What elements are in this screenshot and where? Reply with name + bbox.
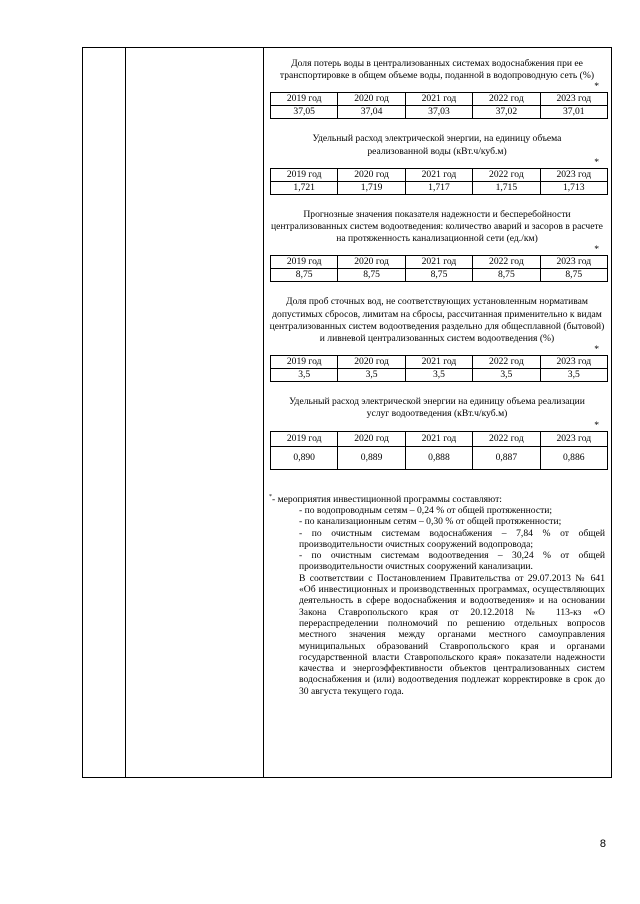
indicator-section	[269, 396, 605, 469]
indicator-title: Доля проб сточных вод, не соответствующих установленным нормативам допустимых сбросов, лимитам на сбросы, рассчитанная применительно к видам централизованных систем водоотведения раздельно для общесплавной (бытовой) и ливневой централизованных систем водоотведения (%)	[269, 296, 605, 345]
year-cell: 2023 год	[540, 356, 607, 369]
indicator-section	[269, 296, 605, 382]
value-cell: 8,75	[405, 269, 472, 282]
value-cell: 3,5	[473, 369, 540, 382]
value-cell: 0,886	[540, 446, 607, 469]
footnote-paragraph: В соответствии с Постановлением Правительства от 29.07.2013 № 641 «Об инвестиционных и производственных программах, осуществляющих деятельность в сфере водоснабжения и водоотведения» и на основании Закона Ставропольского края от 20.12.2018 № 113-кз «О перераспределении полномочий по решению отдельных вопросов местного значения между органами местного самоуправления муниципальных образований Ставропольского края и органами государственной власти Ставропольского края» показатели надежности качества и энергоэффективности объектов централизованных систем водоснабжения и (или) водоотведения подлежат корректировке в срок до 30 августа текущего года.	[299, 572, 605, 697]
value-cell: 8,75	[473, 269, 540, 282]
year-cell: 2021 год	[405, 168, 472, 181]
table-row	[271, 93, 608, 106]
value-cell: 1,713	[540, 181, 607, 194]
table-row	[271, 256, 608, 269]
indicator-section	[269, 209, 605, 283]
indicator-table	[270, 355, 608, 382]
table-row	[271, 181, 608, 194]
year-cell: 2022 год	[473, 256, 540, 269]
year-cell: 2022 год	[473, 356, 540, 369]
footnote-block	[269, 494, 605, 697]
indicators-cell	[263, 48, 611, 777]
value-cell: 1,721	[271, 181, 338, 194]
table-row	[271, 106, 608, 119]
footnote-mark: *	[594, 344, 599, 356]
value-cell: 37,05	[271, 106, 338, 119]
year-cell: 2020 год	[338, 168, 405, 181]
year-cell: 2019 год	[271, 256, 338, 269]
value-cell: 1,717	[405, 181, 472, 194]
value-cell: 1,715	[473, 181, 540, 194]
footnote-mark: *	[269, 493, 272, 500]
year-cell: 2020 год	[338, 431, 405, 446]
year-cell: 2020 год	[338, 93, 405, 106]
year-cell: 2021 год	[405, 431, 472, 446]
year-cell: 2023 год	[540, 93, 607, 106]
column-divider-1	[125, 48, 126, 777]
footnote-item: - по очистным системам водоснабжения – 7,84 % от общей производительности очистных сооружений водопровода;	[299, 527, 605, 550]
year-cell: 2019 год	[271, 431, 338, 446]
value-cell: 0,889	[338, 446, 405, 469]
value-cell: 1,719	[338, 181, 405, 194]
table-frame	[82, 47, 612, 778]
footnote-mark: *	[594, 419, 599, 431]
value-cell: 8,75	[271, 269, 338, 282]
table-row	[271, 369, 608, 382]
table-row	[271, 168, 608, 181]
indicator-table	[270, 168, 608, 195]
indicator-table	[270, 255, 608, 282]
indicator-title: Удельный расход электрической энергии, на единицу объема реализованной воды (кВт.ч/куб.м)	[312, 133, 562, 157]
value-cell: 37,01	[540, 106, 607, 119]
year-cell: 2022 год	[473, 431, 540, 446]
indicator-table	[270, 431, 608, 470]
year-cell: 2022 год	[473, 168, 540, 181]
value-cell: 37,03	[405, 106, 472, 119]
page-number: 8	[599, 838, 606, 850]
value-cell: 37,04	[338, 106, 405, 119]
year-cell: 2019 год	[271, 168, 338, 181]
indicator-table	[270, 92, 608, 119]
table-row	[271, 356, 608, 369]
year-cell: 2021 год	[405, 356, 472, 369]
footnote-mark: *	[594, 244, 599, 256]
year-cell: 2023 год	[540, 168, 607, 181]
table-row	[271, 431, 608, 446]
value-cell: 3,5	[271, 369, 338, 382]
value-cell: 8,75	[338, 269, 405, 282]
value-cell: 0,888	[405, 446, 472, 469]
value-cell: 37,02	[473, 106, 540, 119]
indicator-title: Доля потерь воды в централизованных системах водоснабжения при ее транспортировке в общем объеме воды, поданной в водопроводную сеть (%)	[279, 58, 595, 82]
table-row	[271, 269, 608, 282]
value-cell: 8,75	[540, 269, 607, 282]
year-cell: 2020 год	[338, 356, 405, 369]
year-cell: 2019 год	[271, 93, 338, 106]
indicator-section	[269, 133, 605, 194]
footnote-item: - по очистным системам водоотведения – 30,24 % от общей производительности очистных сооружений канализации.	[299, 550, 605, 573]
year-cell: 2021 год	[405, 93, 472, 106]
year-cell: 2022 год	[473, 93, 540, 106]
value-cell: 3,5	[540, 369, 607, 382]
indicator-section	[269, 58, 605, 119]
table-row	[271, 446, 608, 469]
value-cell: 0,887	[473, 446, 540, 469]
year-cell: 2020 год	[338, 256, 405, 269]
year-cell: 2023 год	[540, 256, 607, 269]
indicator-title: Удельный расход электрической энергии на единицу объема реализации услуг водоотведения (кВт.ч/куб.м)	[289, 396, 585, 420]
indicator-title: Прогнозные значения показателя надежности и бесперебойности централизованных систем водоотведения: количество аварий и засоров в расчете на протяженность канализационной сети (ед./км)	[271, 208, 603, 245]
value-cell: 3,5	[405, 369, 472, 382]
year-cell: 2019 год	[271, 356, 338, 369]
footnote-mark: *	[594, 156, 599, 168]
footnote-intro	[269, 494, 605, 505]
footnote-item: - по водопроводным сетям – 0,24 % от общей протяженности;	[299, 504, 553, 516]
year-cell: 2021 год	[405, 256, 472, 269]
footnote-mark: *	[594, 81, 599, 93]
footnote-item: - по канализационным сетям – 0,30 % от общей протяженности;	[299, 516, 562, 528]
year-cell: 2023 год	[540, 431, 607, 446]
value-cell: 0,890	[271, 446, 338, 469]
value-cell: 3,5	[338, 369, 405, 382]
footnote-intro-text: - мероприятия инвестиционной программы составляют:	[272, 493, 502, 505]
